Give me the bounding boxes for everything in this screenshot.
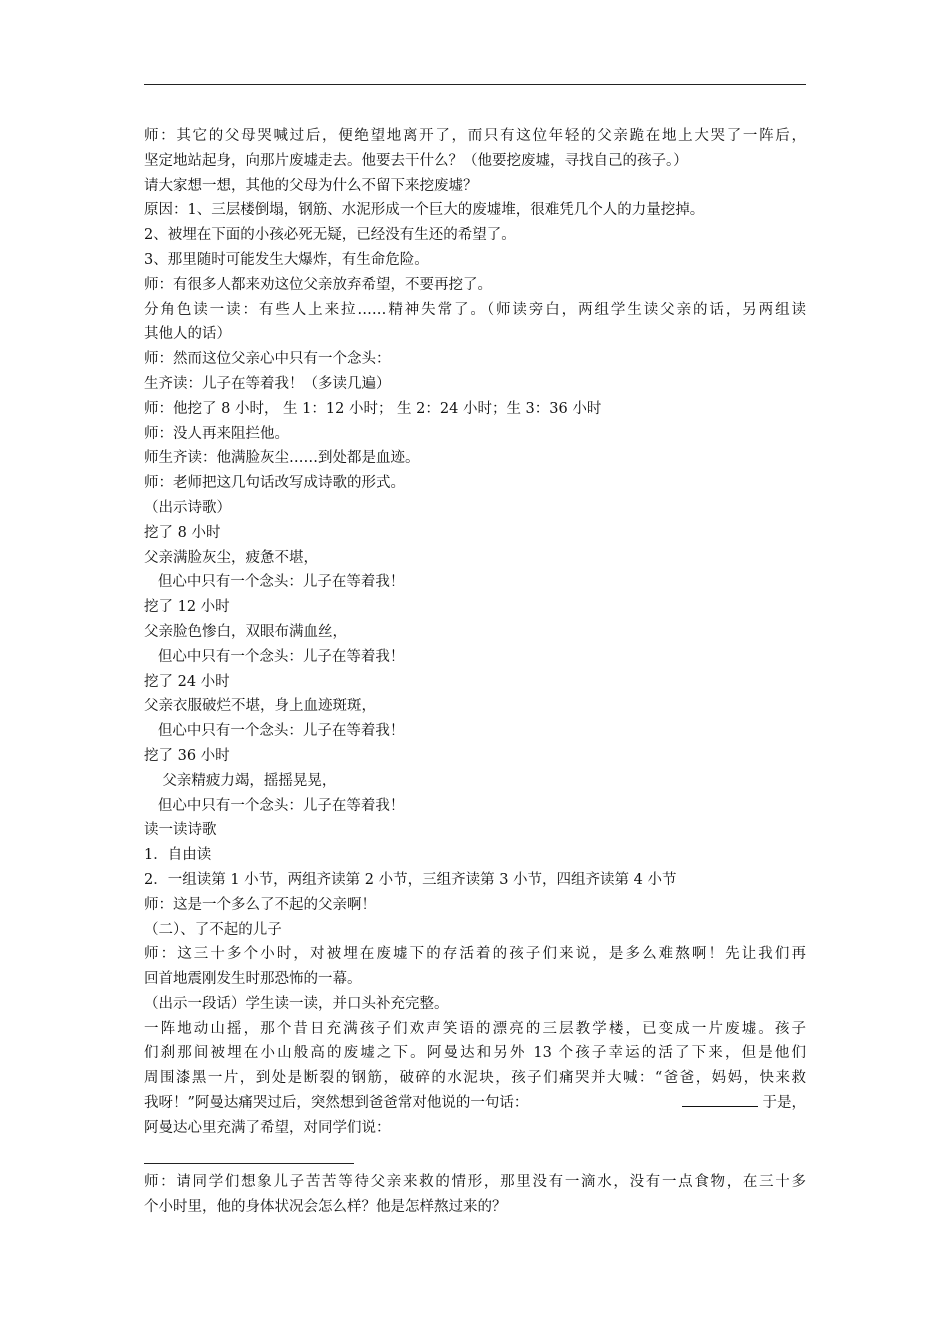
text-line: 师：他挖了 8 小时， 生 1：12 小时； 生 2：24 小时；生 3：36 小时 [144,400,602,417]
text-line: 2．一组读第 1 小节，两组齐读第 2 小节，三组齐读第 3 小节，四组齐读第 4 小节 [144,871,677,888]
footnote-rule [144,1163,354,1164]
text-line: 一阵地动山摇，那个昔日充满孩子们欢声笑语的漂亮的三层教学楼，已变成一片废墟。孩子 [144,1020,806,1037]
text-line: 阿曼达心里充满了希望，对同学们说： [144,1119,391,1136]
text-line: 2、被埋在下面的小孩必死无疑，已经没有生还的希望了。 [144,227,516,244]
header-rule [144,84,806,85]
text-line: 其他人的话） [144,326,231,343]
poem-line: 父亲精疲力竭，摇摇晃晃， [144,772,337,789]
text-line: 师：这三十多个小时，对被埋在废墟下的存活着的孩子们来说，是多么难熬啊！先让我们再 [144,946,806,963]
text-segment: 我呀！”阿曼达痛哭过后，突然想到爸爸常对他说的一句话： [144,1095,529,1112]
poem-line: 但心中只有一个念头：儿子在等着我！ [144,797,405,814]
text-line: 师：这是一个多么了不起的父亲啊！ [144,896,376,913]
text-line: 师：然而这位父亲心中只有一个念头： [144,351,391,368]
text-line: 分角色读一读：有些人上来拉……精神失常了。（师读旁白，两组学生读父亲的话，另两组读 [144,301,806,318]
footnote-line: 师：请同学们想象儿子苦苦等待父亲来救的情形，那里没有一滴水，没有一点食物，在三十多 [144,1174,806,1190]
section-heading: （二）、了不起的儿子 [144,921,282,938]
text-line: 周围漆黑一片，到处是断裂的钢筋，破碎的水泥块，孩子们痛哭并大喊：“爸爸，妈妈，快来救 [144,1070,806,1087]
text-line: 师：老师把这几句话改写成诗歌的形式。 [144,475,405,492]
poem-line: 挖了 8 小时 [144,524,221,541]
poem-line: 但心中只有一个念头：儿子在等着我！ [144,723,405,740]
text-line: 3、那里随时可能发生大爆炸，有生命危险。 [144,251,429,268]
fill-in-blank [682,1092,758,1107]
text-line: 们刹那间被埋在小山般高的废墟之下。阿曼达和另外 13 个孩子幸运的活了下来，但是他们 [144,1045,806,1062]
poem-line: 挖了 36 小时 [144,747,230,764]
text-line: 读一读诗歌 [144,822,217,839]
footnote [144,1170,806,1220]
text-line: 1．自由读 [144,847,212,864]
text-line: 师：有很多人都来劝这位父亲放弃希望，不要再挖了。 [144,276,492,293]
poem-line: 挖了 24 小时 [144,673,230,690]
text-segment: 于是， [762,1095,806,1112]
poem-line: 但心中只有一个念头：儿子在等着我！ [144,574,405,591]
fill-in-segment [682,1091,806,1116]
document-body [144,124,806,1141]
text-line: 师：没人再来阻拦他。 [144,425,289,442]
poem-line: 父亲脸色惨白，双眼布满血丝， [144,623,347,640]
footnote-line: 个小时里，他的身体状况会怎么样？他是怎样熬过来的？ [144,1198,507,1215]
text-line: 回首地震刚发生时那恐怖的一幕。 [144,971,362,988]
text-line: （出示一段话）学生读一读，并口头补充完整。 [144,995,449,1012]
text-line: （出示诗歌） [144,499,231,516]
text-line: 坚定地站起身，向那片废墟走去。他要去干什么？（他要挖废墟，寻找自己的孩子。） [144,152,688,169]
text-line: 原因：1、三层楼倒塌，钢筋、水泥形成一个巨大的废墟堆，很难凭几个人的力量挖掉。 [144,202,705,219]
text-line-with-blank [144,1091,806,1116]
poem-line: 但心中只有一个念头：儿子在等着我！ [144,648,405,665]
text-line: 师生齐读：他满脸灰尘……到处都是血迹。 [144,450,420,467]
poem-line: 挖了 12 小时 [144,599,230,616]
text-line: 生齐读：儿子在等着我！（多读几遍） [144,375,391,392]
text-line: 师：其它的父母哭喊过后，便绝望地离开了，而只有这位年轻的父亲跪在地上大哭了一阵后， [144,128,806,144]
poem-line: 父亲衣服破烂不堪，身上血迹斑斑， [144,698,376,715]
poem-line: 父亲满脸灰尘，疲惫不堪， [144,549,318,566]
text-line: 请大家想一想，其他的父母为什么不留下来挖废墟？ [144,177,478,194]
